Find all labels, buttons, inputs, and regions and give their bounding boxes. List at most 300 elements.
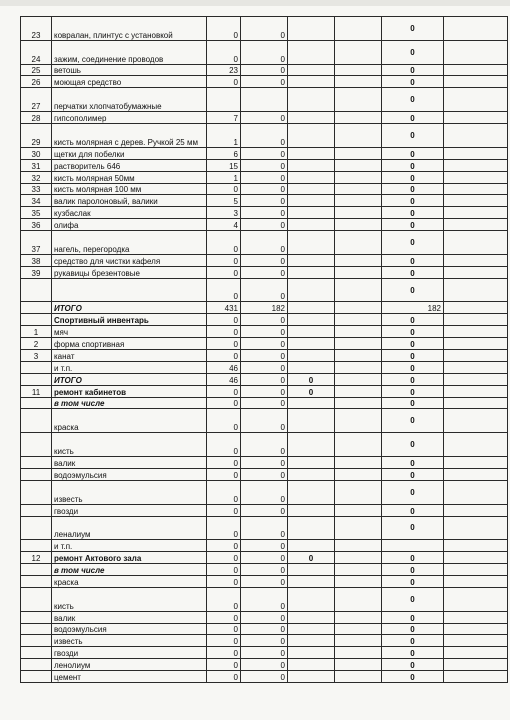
balance-value: 0 — [382, 159, 444, 171]
extra-value — [288, 76, 335, 88]
quantity-value: 3 — [207, 207, 241, 219]
amount-value: 0 — [241, 671, 288, 683]
quantity-value: 46 — [207, 361, 241, 373]
amount-value: 0 — [241, 480, 288, 504]
balance-value: 0 — [382, 671, 444, 683]
extra-value — [288, 397, 335, 409]
balance-value: 0 — [382, 183, 444, 195]
row-number: 38 — [21, 254, 52, 266]
row-number — [21, 433, 52, 457]
amount-value: 0 — [241, 195, 288, 207]
empty-cell — [444, 659, 508, 671]
empty-cell — [444, 671, 508, 683]
row-number — [21, 504, 52, 516]
quantity-value: 0 — [207, 564, 241, 576]
empty-cell — [444, 17, 508, 41]
empty-cell — [444, 302, 508, 314]
empty-cell — [444, 195, 508, 207]
extra-value — [288, 64, 335, 76]
quantity-value: 0 — [207, 552, 241, 564]
quantity-value: 0 — [207, 433, 241, 457]
empty-cell — [444, 266, 508, 278]
row-number: 24 — [21, 40, 52, 64]
extra-value — [288, 326, 335, 338]
amount-value: 0 — [241, 647, 288, 659]
empty-cell — [444, 480, 508, 504]
amount-value: 0 — [241, 254, 288, 266]
amount-value: 0 — [241, 635, 288, 647]
balance-value: 0 — [382, 124, 444, 148]
row-number — [21, 623, 52, 635]
extra-value: 0 — [288, 552, 335, 564]
table-row — [21, 266, 508, 278]
quantity-value: 1 — [207, 171, 241, 183]
amount-value: 0 — [241, 278, 288, 302]
quantity-value: 0 — [207, 338, 241, 350]
empty-cell — [444, 457, 508, 469]
empty-cell — [444, 409, 508, 433]
row-number: 2 — [21, 338, 52, 350]
quantity-value: 0 — [207, 576, 241, 588]
empty-cell — [335, 147, 382, 159]
extra-value — [288, 647, 335, 659]
quantity-value: 0 — [207, 611, 241, 623]
row-number — [21, 516, 52, 540]
item-name: леналиум — [52, 516, 207, 540]
table-row — [21, 516, 508, 540]
empty-cell — [444, 112, 508, 124]
amount-value: 0 — [241, 623, 288, 635]
quantity-value: 6 — [207, 147, 241, 159]
table-row — [21, 457, 508, 469]
quantity-value: 0 — [207, 468, 241, 480]
extra-value — [288, 361, 335, 373]
row-number: 31 — [21, 159, 52, 171]
table-row — [21, 171, 508, 183]
balance-value — [382, 540, 444, 552]
empty-cell — [335, 76, 382, 88]
row-number — [21, 587, 52, 611]
row-number: 12 — [21, 552, 52, 564]
row-number — [21, 314, 52, 326]
amount-value: 0 — [241, 314, 288, 326]
amount-value: 0 — [241, 326, 288, 338]
empty-cell — [335, 576, 382, 588]
balance-value: 0 — [382, 171, 444, 183]
empty-cell — [444, 647, 508, 659]
empty-cell — [444, 338, 508, 350]
empty-cell — [335, 278, 382, 302]
quantity-value: 0 — [207, 671, 241, 683]
empty-cell — [335, 480, 382, 504]
amount-value: 0 — [241, 124, 288, 148]
table-row — [21, 564, 508, 576]
item-name: и т.п. — [52, 540, 207, 552]
table-row — [21, 124, 508, 148]
empty-cell — [444, 433, 508, 457]
item-name: олифа — [52, 219, 207, 231]
quantity-value: 0 — [207, 350, 241, 362]
quantity-value: 46 — [207, 373, 241, 385]
amount-value: 0 — [241, 183, 288, 195]
amount-value — [241, 88, 288, 112]
table-row — [21, 576, 508, 588]
empty-cell — [335, 409, 382, 433]
extra-value — [288, 587, 335, 611]
extra-value — [288, 659, 335, 671]
item-name: кузбаслак — [52, 207, 207, 219]
extra-value — [288, 540, 335, 552]
row-number: 25 — [21, 64, 52, 76]
item-name: в том числе — [52, 564, 207, 576]
balance-value: 0 — [382, 207, 444, 219]
row-number: 37 — [21, 231, 52, 255]
amount-value: 0 — [241, 231, 288, 255]
extra-value — [288, 88, 335, 112]
row-number — [21, 564, 52, 576]
amount-value: 0 — [241, 659, 288, 671]
quantity-value: 0 — [207, 540, 241, 552]
quantity-value: 0 — [207, 623, 241, 635]
table-row — [21, 361, 508, 373]
extra-value — [288, 266, 335, 278]
empty-cell — [444, 385, 508, 397]
table-row — [21, 17, 508, 41]
empty-cell — [335, 195, 382, 207]
extra-value — [288, 623, 335, 635]
empty-cell — [335, 504, 382, 516]
extra-value — [288, 504, 335, 516]
balance-value: 0 — [382, 623, 444, 635]
table-row — [21, 338, 508, 350]
amount-value: 0 — [241, 147, 288, 159]
row-number — [21, 373, 52, 385]
empty-cell — [444, 326, 508, 338]
empty-cell — [444, 183, 508, 195]
amount-value: 0 — [241, 576, 288, 588]
quantity-value: 23 — [207, 64, 241, 76]
table-row — [21, 195, 508, 207]
quantity-value: 0 — [207, 278, 241, 302]
balance-value: 0 — [382, 147, 444, 159]
amount-value: 0 — [241, 219, 288, 231]
amount-value: 0 — [241, 409, 288, 433]
balance-value: 0 — [382, 397, 444, 409]
item-name: перчатки хлопчатобумажные — [52, 88, 207, 112]
row-number — [21, 409, 52, 433]
quantity-value: 0 — [207, 635, 241, 647]
item-name: кисть молярная с дерев. Ручкой 25 мм — [52, 124, 207, 148]
extra-value — [288, 671, 335, 683]
quantity-value: 0 — [207, 231, 241, 255]
empty-cell — [444, 552, 508, 564]
balance-value: 0 — [382, 576, 444, 588]
empty-cell — [444, 76, 508, 88]
empty-cell — [335, 254, 382, 266]
row-number — [21, 647, 52, 659]
amount-value: 0 — [241, 17, 288, 41]
amount-value: 0 — [241, 350, 288, 362]
amount-value: 0 — [241, 564, 288, 576]
table-row — [21, 183, 508, 195]
balance-value: 0 — [382, 350, 444, 362]
extra-value: 0 — [288, 385, 335, 397]
amount-value: 0 — [241, 516, 288, 540]
table-row — [21, 373, 508, 385]
table-row — [21, 112, 508, 124]
quantity-value: 0 — [207, 266, 241, 278]
quantity-value: 0 — [207, 183, 241, 195]
table-row — [21, 635, 508, 647]
balance-value: 0 — [382, 457, 444, 469]
item-name: валик паролоновый, валики — [52, 195, 207, 207]
extra-value — [288, 219, 335, 231]
amount-value: 0 — [241, 373, 288, 385]
row-number: 39 — [21, 266, 52, 278]
item-name: краска — [52, 409, 207, 433]
amount-value: 0 — [241, 457, 288, 469]
item-name: ИТОГО — [52, 302, 207, 314]
table-row — [21, 480, 508, 504]
extra-value — [288, 611, 335, 623]
table-row — [21, 219, 508, 231]
empty-cell — [335, 564, 382, 576]
item-name: гипсополимер — [52, 112, 207, 124]
quantity-value: 0 — [207, 326, 241, 338]
item-name: в том числе — [52, 397, 207, 409]
row-number: 30 — [21, 147, 52, 159]
balance-value: 0 — [382, 409, 444, 433]
table-row — [21, 397, 508, 409]
balance-value: 0 — [382, 504, 444, 516]
quantity-value: 0 — [207, 314, 241, 326]
extra-value — [288, 338, 335, 350]
empty-cell — [444, 516, 508, 540]
empty-cell — [444, 373, 508, 385]
extra-value — [288, 124, 335, 148]
empty-cell — [335, 326, 382, 338]
row-number: 27 — [21, 88, 52, 112]
balance-value: 0 — [382, 112, 444, 124]
item-name: средство для чистки кафеля — [52, 254, 207, 266]
row-number: 11 — [21, 385, 52, 397]
table-row — [21, 433, 508, 457]
item-name: кисть молярная 50мм — [52, 171, 207, 183]
empty-cell — [335, 112, 382, 124]
empty-cell — [444, 88, 508, 112]
balance-value: 0 — [382, 516, 444, 540]
empty-cell — [335, 159, 382, 171]
empty-cell — [444, 40, 508, 64]
item-name: гвозди — [52, 504, 207, 516]
item-name: и т.п. — [52, 361, 207, 373]
quantity-value: 4 — [207, 219, 241, 231]
item-name: цемент — [52, 671, 207, 683]
item-name: Спортивный инвентарь — [52, 314, 207, 326]
extra-value — [288, 40, 335, 64]
row-number: 36 — [21, 219, 52, 231]
empty-cell — [335, 623, 382, 635]
item-name: щетки для побелки — [52, 147, 207, 159]
item-name: ленолиум — [52, 659, 207, 671]
quantity-value: 0 — [207, 397, 241, 409]
table-row — [21, 302, 508, 314]
row-number: 29 — [21, 124, 52, 148]
table-row — [21, 623, 508, 635]
amount-value: 0 — [241, 385, 288, 397]
quantity-value: 0 — [207, 385, 241, 397]
item-name: кисть молярная 100 мм — [52, 183, 207, 195]
item-name: известь — [52, 635, 207, 647]
quantity-value: 15 — [207, 159, 241, 171]
table-row — [21, 326, 508, 338]
item-name: канат — [52, 350, 207, 362]
empty-cell — [335, 397, 382, 409]
empty-cell — [444, 623, 508, 635]
empty-cell — [335, 647, 382, 659]
empty-cell — [335, 373, 382, 385]
table-row — [21, 659, 508, 671]
amount-value: 0 — [241, 540, 288, 552]
extra-value — [288, 207, 335, 219]
empty-cell — [444, 314, 508, 326]
item-name: кисть — [52, 433, 207, 457]
balance-value: 0 — [382, 338, 444, 350]
empty-cell — [335, 540, 382, 552]
empty-cell — [444, 124, 508, 148]
quantity-value: 1 — [207, 124, 241, 148]
empty-cell — [444, 231, 508, 255]
item-name: форма спортивная — [52, 338, 207, 350]
inventory-table — [20, 16, 508, 683]
empty-cell — [335, 64, 382, 76]
row-number — [21, 659, 52, 671]
item-name: растворитель 646 — [52, 159, 207, 171]
item-name: нагель, перегородка — [52, 231, 207, 255]
row-number: 35 — [21, 207, 52, 219]
item-name: рукавицы брезентовые — [52, 266, 207, 278]
table-body — [21, 17, 508, 683]
empty-cell — [335, 361, 382, 373]
balance-value: 0 — [382, 373, 444, 385]
empty-cell — [335, 231, 382, 255]
extra-value — [288, 112, 335, 124]
row-number: 1 — [21, 326, 52, 338]
balance-value: 0 — [382, 266, 444, 278]
empty-cell — [335, 457, 382, 469]
extra-value — [288, 17, 335, 41]
balance-value: 0 — [382, 195, 444, 207]
amount-value: 0 — [241, 266, 288, 278]
balance-value: 0 — [382, 326, 444, 338]
page-top-edge — [0, 0, 510, 6]
balance-value: 0 — [382, 88, 444, 112]
balance-value: 0 — [382, 433, 444, 457]
table-row — [21, 385, 508, 397]
extra-value — [288, 278, 335, 302]
item-name: ремонт Актового зала — [52, 552, 207, 564]
amount-value: 0 — [241, 171, 288, 183]
item-name: ковралан, плинтус с установкой — [52, 17, 207, 41]
empty-cell — [335, 433, 382, 457]
table-row — [21, 552, 508, 564]
quantity-value: 0 — [207, 587, 241, 611]
table-row — [21, 88, 508, 112]
row-number: 34 — [21, 195, 52, 207]
balance-value: 0 — [382, 564, 444, 576]
item-name: водоэмульсия — [52, 623, 207, 635]
row-number — [21, 397, 52, 409]
extra-value — [288, 147, 335, 159]
amount-value: 0 — [241, 207, 288, 219]
empty-cell — [335, 314, 382, 326]
item-name: водоэмульсия — [52, 468, 207, 480]
empty-cell — [444, 504, 508, 516]
row-number — [21, 468, 52, 480]
empty-cell — [444, 540, 508, 552]
balance-value: 0 — [382, 314, 444, 326]
table-row — [21, 159, 508, 171]
row-number: 32 — [21, 171, 52, 183]
extra-value — [288, 350, 335, 362]
balance-value: 0 — [382, 231, 444, 255]
table-row — [21, 409, 508, 433]
row-number — [21, 361, 52, 373]
table-row — [21, 207, 508, 219]
amount-value: 0 — [241, 504, 288, 516]
empty-cell — [444, 564, 508, 576]
empty-cell — [444, 361, 508, 373]
empty-cell — [444, 350, 508, 362]
quantity-value: 0 — [207, 647, 241, 659]
extra-value — [288, 635, 335, 647]
item-name — [52, 278, 207, 302]
balance-value: 0 — [382, 254, 444, 266]
balance-value: 0 — [382, 219, 444, 231]
quantity-value: 0 — [207, 254, 241, 266]
balance-value: 0 — [382, 659, 444, 671]
quantity-value: 0 — [207, 504, 241, 516]
empty-cell — [335, 171, 382, 183]
empty-cell — [335, 552, 382, 564]
quantity-value — [207, 88, 241, 112]
amount-value: 0 — [241, 587, 288, 611]
empty-cell — [335, 40, 382, 64]
extra-value — [288, 231, 335, 255]
balance-value: 0 — [382, 587, 444, 611]
extra-value — [288, 171, 335, 183]
balance-value: 0 — [382, 468, 444, 480]
extra-value — [288, 433, 335, 457]
empty-cell — [444, 468, 508, 480]
extra-value — [288, 564, 335, 576]
table-row — [21, 254, 508, 266]
balance-value: 0 — [382, 385, 444, 397]
empty-cell — [444, 576, 508, 588]
table-row — [21, 504, 508, 516]
balance-value: 0 — [382, 40, 444, 64]
item-name: гвозди — [52, 647, 207, 659]
item-name: валик — [52, 611, 207, 623]
empty-cell — [444, 611, 508, 623]
quantity-value: 7 — [207, 112, 241, 124]
empty-cell — [444, 635, 508, 647]
empty-cell — [335, 207, 382, 219]
quantity-value: 0 — [207, 480, 241, 504]
row-number — [21, 611, 52, 623]
item-name: моющая средство — [52, 76, 207, 88]
row-number — [21, 576, 52, 588]
